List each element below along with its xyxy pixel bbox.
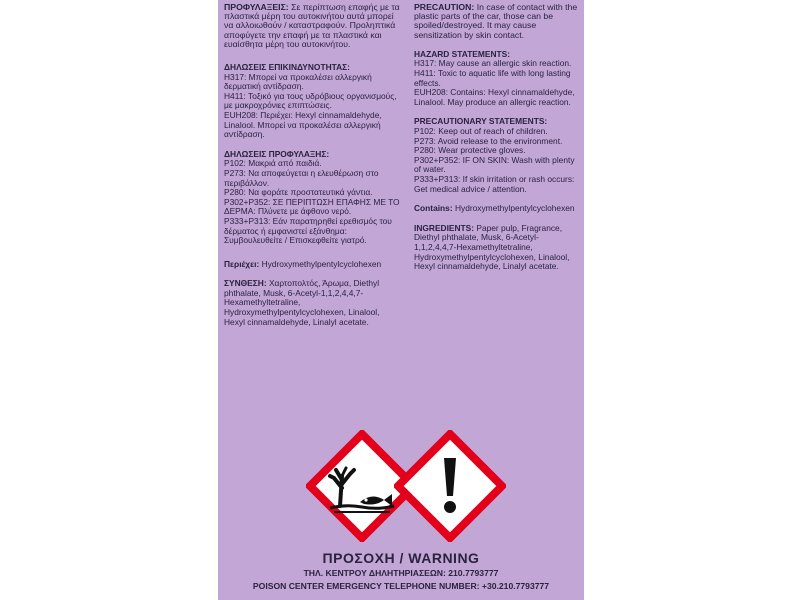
greek-precautionary-line: P302+P352: ΣΕ ΠΕΡΙΠΤΩΣΗ ΕΠΑΦΗΣ ΜΕ ΤΟ ΔΕΡΜΑ: Πλύνετε με άφθονο νερό. <box>224 196 400 217</box>
english-poison-center-phone: POISON CENTER EMERGENCY TELEPHONE NUMBER: +30.210.7793777 <box>252 581 550 591</box>
greek-hazard-line: H317: Μπορεί να προκαλέσει αλλεργική δερματική αντίδραση. <box>224 71 372 92</box>
greek-precautionary-statements <box>224 150 400 246</box>
greek-poison-center-phone: ΤΗΛ. ΚΕΝΤΡΟΥ ΔΗΛΗΤΗΡΙΑΣΕΩΝ: 210.7793777 <box>303 568 499 578</box>
greek-precautionary-line: P280: Να φοράτε προστατευτικά γάντια. <box>224 187 373 198</box>
english-precautionary-line: P102: Keep out of reach of children. <box>414 125 548 136</box>
english-precaution <box>414 3 580 40</box>
greek-precautionary-line: P333+P313: Εάν παρατηρηθεί ερεθισμός του δέρματος ή εμφανιστεί εξάνθημα: Συμβουλευθείτε / Επισκεφθείτε γιατρό. <box>224 215 392 246</box>
english-precautionary-line: P302+P352: IF ON SKIN: Wash with plenty of water. <box>414 154 575 175</box>
english-contains <box>414 204 580 214</box>
english-precautionary-heading: PRECAUTIONARY STATEMENTS: <box>414 116 548 127</box>
greek-precaution-heading: ΠΡΟΦΥΛΑΞΕΙΣ: <box>224 2 289 12</box>
greek-hazard-line: H411: Τοξικό για τους υδρόβιους οργανισμούς, με μακροχρόνιες επιπτώσεις. <box>224 90 397 111</box>
greek-hazard-statements <box>224 63 400 140</box>
english-ingredients-heading: INGREDIENTS: <box>414 222 475 233</box>
greek-contains-text: Hydroxymethylpentylcyclohexen <box>261 258 382 269</box>
english-hazard-line: EUH208: Contains: Hexyl cinnamaldehyde, Linalool. May produce an allergic reaction. <box>414 87 575 107</box>
english-precautionary-line: P333+P313: If skin irritation or rash occurs: Get medical advice / attention. <box>414 173 575 194</box>
greek-hazard-line: EUH208: Περιέχει: Hexyl cinnamaldehyde, Linalool. Μπορεί να προκαλέσει αλλεργική αντίδραση. <box>224 109 382 140</box>
english-precautionary-line: P273: Avoid release to the environment. <box>414 135 563 146</box>
greek-hazard-heading: ΔΗΛΩΣΕΙΣ ΕΠΙΚΙΝΔΥΝΟΤΗΤΑΣ: <box>224 62 350 73</box>
greek-composition-heading: ΣΥΝΘΕΣΗ: <box>224 278 267 289</box>
english-column <box>414 0 580 282</box>
english-contains-heading: Contains: <box>414 203 453 214</box>
greek-precaution <box>224 3 400 49</box>
greek-contains <box>224 260 400 270</box>
greek-precautionary-line: P273: Να αποφεύγεται η ελευθέρωση στο περιβάλλον. <box>224 167 379 188</box>
greek-precautionary-heading: ΔΗΛΩΣΕΙΣ ΠΡΟΦΥΛΑΞΗΣ: <box>224 148 330 159</box>
greek-column <box>224 0 400 337</box>
greek-contains-heading: Περιέχει: <box>224 258 260 269</box>
greek-composition-text: Χαρτοπολτός, Άρωμα, Diethyl phthalate, Musk, 6-Acetyl-1,1,2,4,4,7-Hexamethyltetraline, Hydroxymethylpentylcyclohexen, Linalool, Hexyl cinnamaldehyde, Linalyl acetate. <box>224 278 380 327</box>
warning-title: ΠΡΟΣΟΧΗ / WARNING <box>322 550 480 566</box>
english-ingredients-text: Paper pulp, Fragrance, Diethyl phthalate, Musk, 6-Acetyl-1,1,2,4,4,7-Hexamethyltetraline, Hydroxymethylpentylcyclohexen, Linalool, Hexyl cinnamaldehyde, Linalyl acetate. <box>414 222 570 272</box>
exclamation-mark-icon <box>394 430 506 542</box>
english-precaution-heading: PRECAUTION: <box>414 2 475 12</box>
greek-composition <box>224 279 400 327</box>
english-hazard-heading: HAZARD STATEMENTS: <box>414 48 510 59</box>
english-precautionary-statements <box>414 117 580 194</box>
english-contains-text: Hydroxymethylpentylcyclohexen <box>454 203 575 214</box>
english-precaution-text: In case of contact with the plastic parts of the car, those can be spoiled/destroyed. It may cause sensitization by skin contact. <box>414 2 578 40</box>
greek-precaution-text: Σε περίπτωση επαφής με τα πλαστικά μέρη του αυτοκινήτου αυτά μπορεί να αλλοιωθούν / καταστραφούν. Προληπτικά αποφύγετε την επαφή με τα πλαστικά και ευαίσθητα μέρη του αυτοκινήτου. <box>224 2 400 49</box>
english-precautionary-line: P280: Wear protective gloves. <box>414 145 526 156</box>
english-hazard-statements <box>414 50 580 108</box>
english-hazard-line: H317: May cause an allergic skin reaction. <box>414 58 572 69</box>
greek-precautionary-line: P102: Μακριά από παιδιά. <box>224 158 322 169</box>
product-label <box>218 0 584 600</box>
ghs-pictograms <box>218 430 584 550</box>
english-hazard-line: H411: Toxic to aquatic life with long lasting effects. <box>414 68 571 88</box>
english-ingredients <box>414 224 580 272</box>
